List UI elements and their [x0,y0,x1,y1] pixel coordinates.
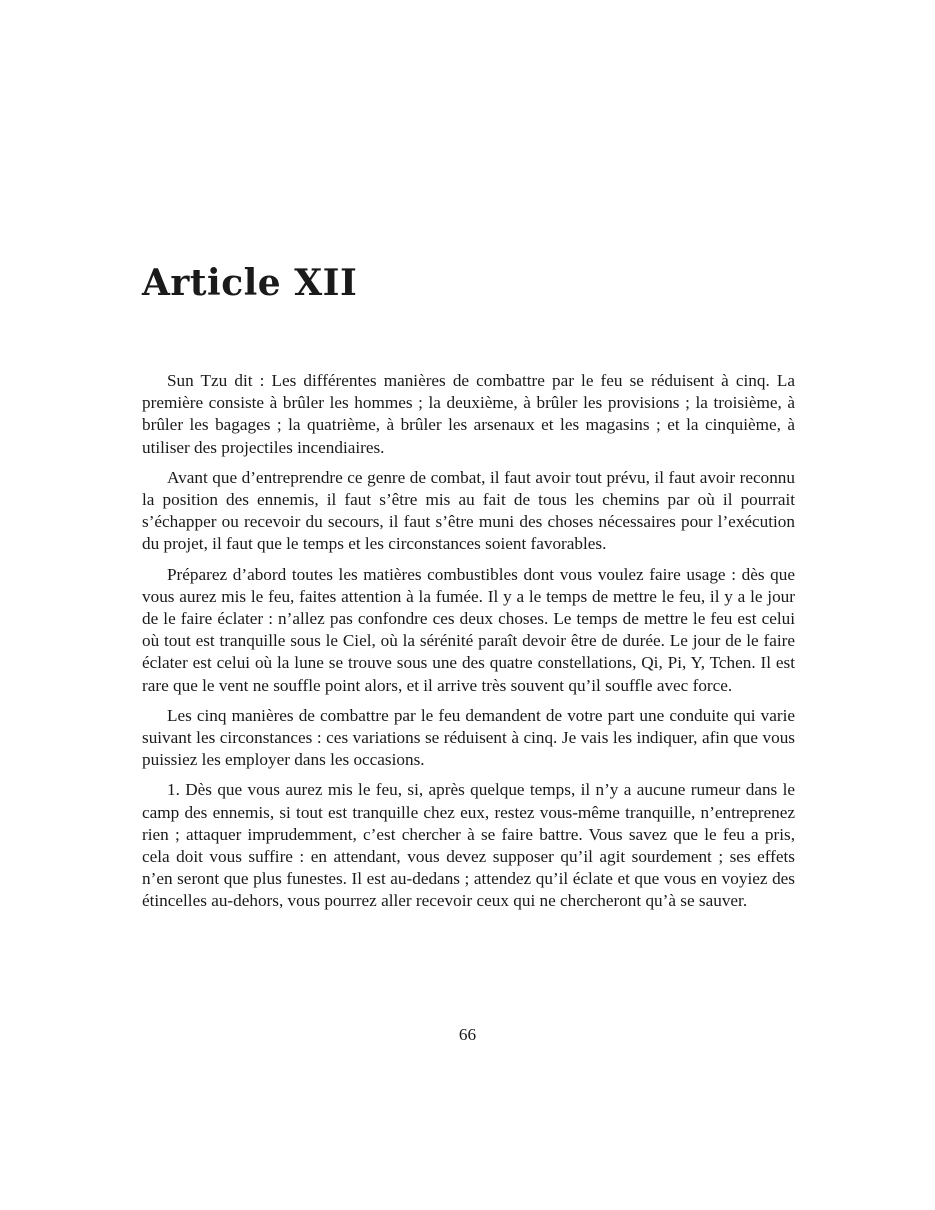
body-text [142,370,795,921]
paragraph: Préparez d’abord toutes les matières combustibles dont vous voulez faire usage : dès que vous aurez mis le feu, faites attention à la fumée. Il y a le temps de mettre le feu, il y a le jour de le faire éclater : n’allez pas confondre ces deux choses. Le temps de mettre le feu est celui où tout est tranquille sous le Ciel, où la sérénité paraît devoir être de durée. Le jour de le faire éclater est celui où la lune se trouve sous une des quatre constellations, Qi, Pi, Y, Tchen. Il est rare que le vent ne souffle point alors, et il arrive très souvent qu’il souffle avec force. [142,564,795,695]
paragraph: Sun Tzu dit : Les différentes manières de combattre par le feu se réduisent à cinq. La première consiste à brûler les hommes ; la deuxième, à brûler les provisions ; la troisième, à brûler les bagages ; la quatrième, à brûler les arsenaux et les magasins ; et la cinquième, à utiliser des projectiles incendiaires. [142,371,795,457]
paragraph: Les cinq manières de combattre par le feu demandent de votre part une conduite qui varie suivant les circonstances : ces variations se réduisent à cinq. Je vais les indiquer, afin que vous puissiez les employer dans les occasions. [142,705,795,770]
chapter-title: Article XII [142,262,358,304]
paragraph: 1. Dès que vous aurez mis le feu, si, après quelque temps, il n’y a aucune rumeur dans le camp des ennemis, si tout est tranquille chez eux, restez vous-même tranquille, n’entreprenez rien ; attaquer imprudemment, c’est chercher à se faire battre. Vous savez que le feu a pris, cela doit vous suffire : en attendant, vous devez supposer qu’il agit sourdement ; ses effets n’en seront que plus funestes. Il est au-dedans ; attendez qu’il éclate et que vous en voyiez des étincelles au-dehors, vous pourrez aller recevoir ceux qui ne chercheront qu’à se sauver. [142,780,795,911]
paragraph: Avant que d’entreprendre ce genre de combat, il faut avoir tout prévu, il faut avoir reconnu la position des ennemis, il faut s’être mis au fait de tous les chemins par où il pourrait s’échapper ou recevoir du secours, il faut s’être muni des choses nécessaires pour l’exécution du projet, il faut que le temps et les circonstances soient favorables. [142,467,795,554]
page-number: 66 [458,1025,477,1044]
